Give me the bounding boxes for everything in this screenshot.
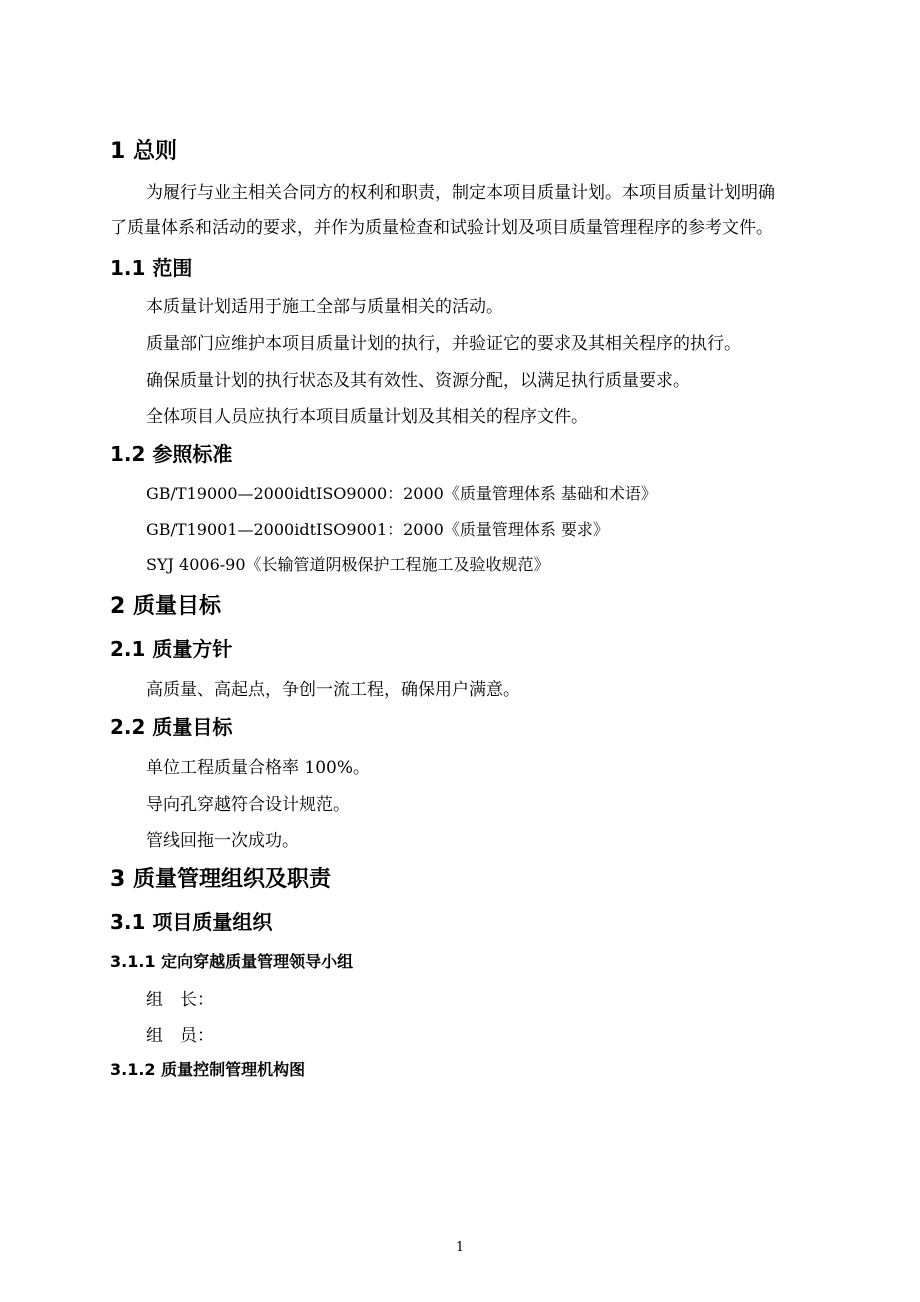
page-number: 1 bbox=[455, 1240, 465, 1255]
paragraph-line: 全体项目人员应执行本项目质量计划及其相关的程序文件。 bbox=[146, 407, 588, 427]
paragraph-line: 管线回拖一次成功。 bbox=[146, 831, 299, 851]
paragraph-line: 本质量计划适用于施工全部与质量相关的活动。 bbox=[146, 297, 503, 317]
paragraph-line: 为履行与业主相关合同方的权利和职责，制定本项目质量计划。本项目质量计划明确 bbox=[146, 183, 775, 203]
heading-2-1: 2.1 质量方针 bbox=[110, 637, 233, 661]
heading-2-2: 2.2 质量目标 bbox=[110, 715, 233, 739]
heading-3: 3 质量管理组织及职责 bbox=[110, 867, 331, 892]
paragraph-line: 单位工程质量合格率 100%。 bbox=[146, 758, 371, 778]
reference-standard: SYJ 4006-90《长输管道阴极保护工程施工及验收规范》 bbox=[146, 555, 550, 574]
reference-standard: GB/T19000—2000idtISO9000：2000《质量管理体系 基础和术语》 bbox=[146, 484, 657, 503]
heading-1-2: 1.2 参照标准 bbox=[110, 442, 233, 466]
heading-2: 2 质量目标 bbox=[110, 594, 221, 619]
paragraph-line: 质量部门应维护本项目质量计划的执行，并验证它的要求及其相关程序的执行。 bbox=[146, 334, 741, 354]
heading-1: 1 总则 bbox=[110, 139, 177, 164]
paragraph-line: 组 员： bbox=[146, 1026, 214, 1046]
reference-standard: GB/T19001—2000idtISO9001：2000《质量管理体系 要求》 bbox=[146, 520, 609, 539]
heading-3-1-1: 3.1.1 定向穿越质量管理领导小组 bbox=[110, 952, 354, 971]
paragraph-line: 确保质量计划的执行状态及其有效性、资源分配，以满足执行质量要求。 bbox=[146, 371, 690, 391]
paragraph-line: 导向孔穿越符合设计规范。 bbox=[146, 795, 350, 815]
paragraph-line: 组 长： bbox=[146, 990, 214, 1010]
paragraph-line: 了质量体系和活动的要求，并作为质量检查和试验计划及项目质量管理程序的参考文件。 bbox=[110, 218, 773, 238]
heading-1-1: 1.1 范围 bbox=[110, 256, 193, 280]
heading-3-1: 3.1 项目质量组织 bbox=[110, 910, 273, 934]
paragraph-line: 高质量、高起点，争创一流工程，确保用户满意。 bbox=[146, 680, 520, 700]
heading-3-1-2: 3.1.2 质量控制管理机构图 bbox=[110, 1060, 306, 1079]
